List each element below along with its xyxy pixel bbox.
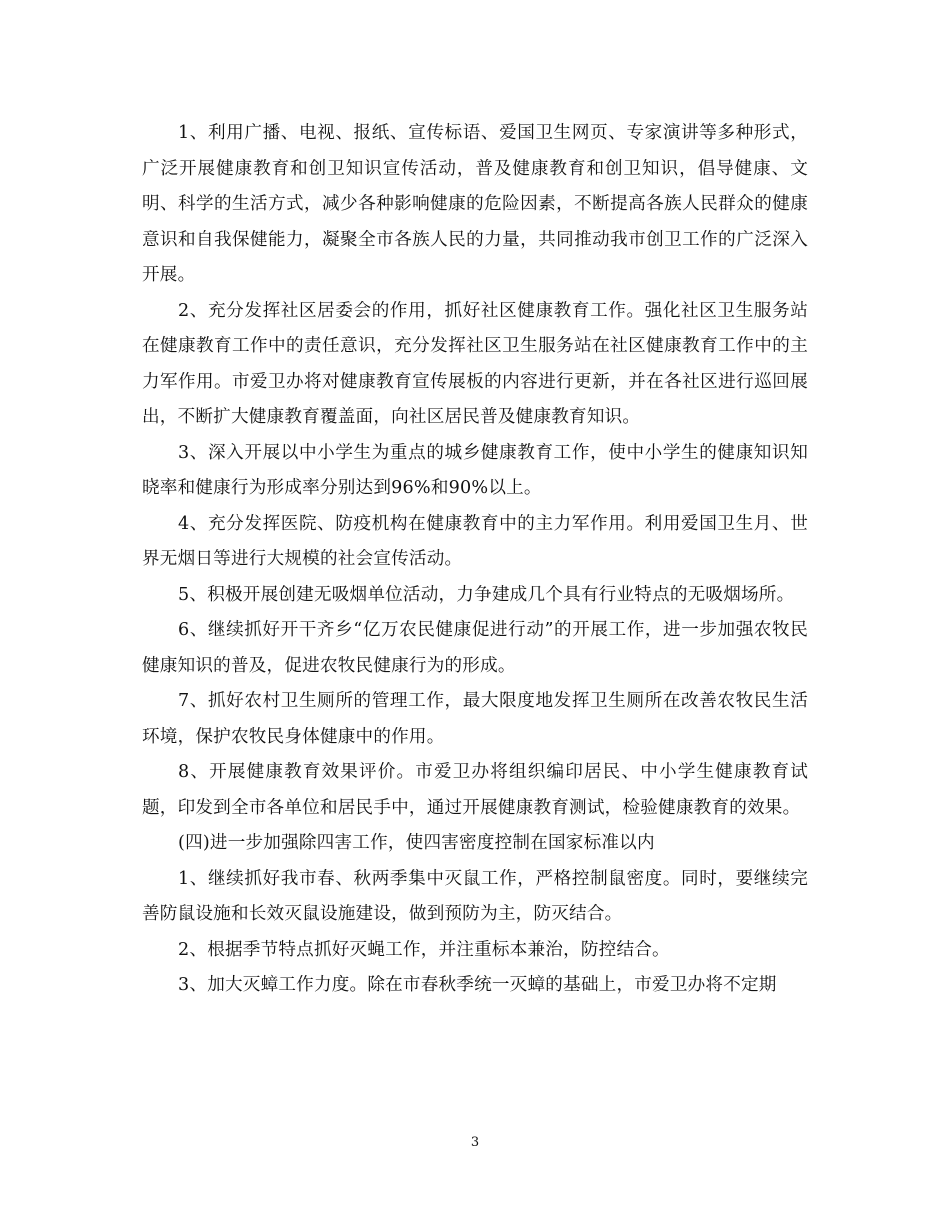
paragraph-3: 3、深入开展以中小学生为重点的城乡健康教育工作，使中小学生的健康知识知晓率和健康行为形成率分别达到96%和90%以上。 (142, 442, 808, 498)
paragraph-12: 3、加大灭蟑工作力度。除在市春秋季统一灭蟑的基础上，市爱卫办将不定期 (178, 975, 777, 995)
paragraph-4: 4、充分发挥医院、防疫机构在健康教育中的主力军作用。利用爱国卫生月、世界无烟日等进行大规模的社会宣传活动。 (142, 513, 808, 569)
paragraph-10: 1、继续抓好我市春、秋两季集中灭鼠工作，严格控制鼠密度。同时，要继续完善防鼠设施和长效灭鼠设施建设，做到预防为主，防灭结合。 (142, 868, 808, 924)
paragraph-11: 2、根据季节特点抓好灭蝇工作，并注重标本兼治，防控结合。 (178, 939, 670, 960)
document-body (142, 116, 808, 1004)
paragraph-7: 7、抓好农村卫生厕所的管理工作，最大限度地发挥卫生厕所在改善农牧民生活环境，保护农牧民身体健康中的作用。 (142, 691, 808, 747)
paragraph-8: 8、开展健康教育效果评价。市爱卫办将组织编印居民、中小学生健康教育试题，印发到全市各单位和居民手中，通过开展健康教育测试，检验健康教育的效果。 (142, 762, 808, 818)
page-number: 3 (470, 1135, 480, 1150)
paragraph-2: 2、充分发挥社区居委会的作用，抓好社区健康教育工作。强化社区卫生服务站在健康教育工作中的责任意识，充分发挥社区卫生服务站在社区健康教育工作中的主力军作用。市爱卫办将对健康教育宣传展板的内容进行更新，并在各社区进行巡回展出，不断扩大健康教育覆盖面，向社区居民普及健康教育知识。 (142, 300, 808, 427)
paragraph-1: 1、利用广播、电视、报纸、宣传标语、爱国卫生网页、专家演讲等多种形式，广泛开展健康教育和创卫知识宣传活动，普及健康教育和创卫知识，倡导健康、文明、科学的生活方式，减少各种影响健康的危险因素，不断提高各族人民群众的健康意识和自我保健能力，凝聚全市各族人民的力量，共同推动我市创卫工作的广泛深入开展。 (142, 123, 808, 285)
section-heading: (四)进一步加强除四害工作，使四害密度控制在国家标准以内 (178, 833, 655, 853)
paragraph-5: 5、积极开展创建无吸烟单位活动，力争建成几个具有行业特点的无吸烟场所。 (178, 584, 795, 605)
paragraph-6: 6、继续抓好开干齐乡“亿万农民健康促进行动”的开展工作，进一步加强农牧民健康知识的普及，促进农牧民健康行为的形成。 (142, 620, 808, 676)
